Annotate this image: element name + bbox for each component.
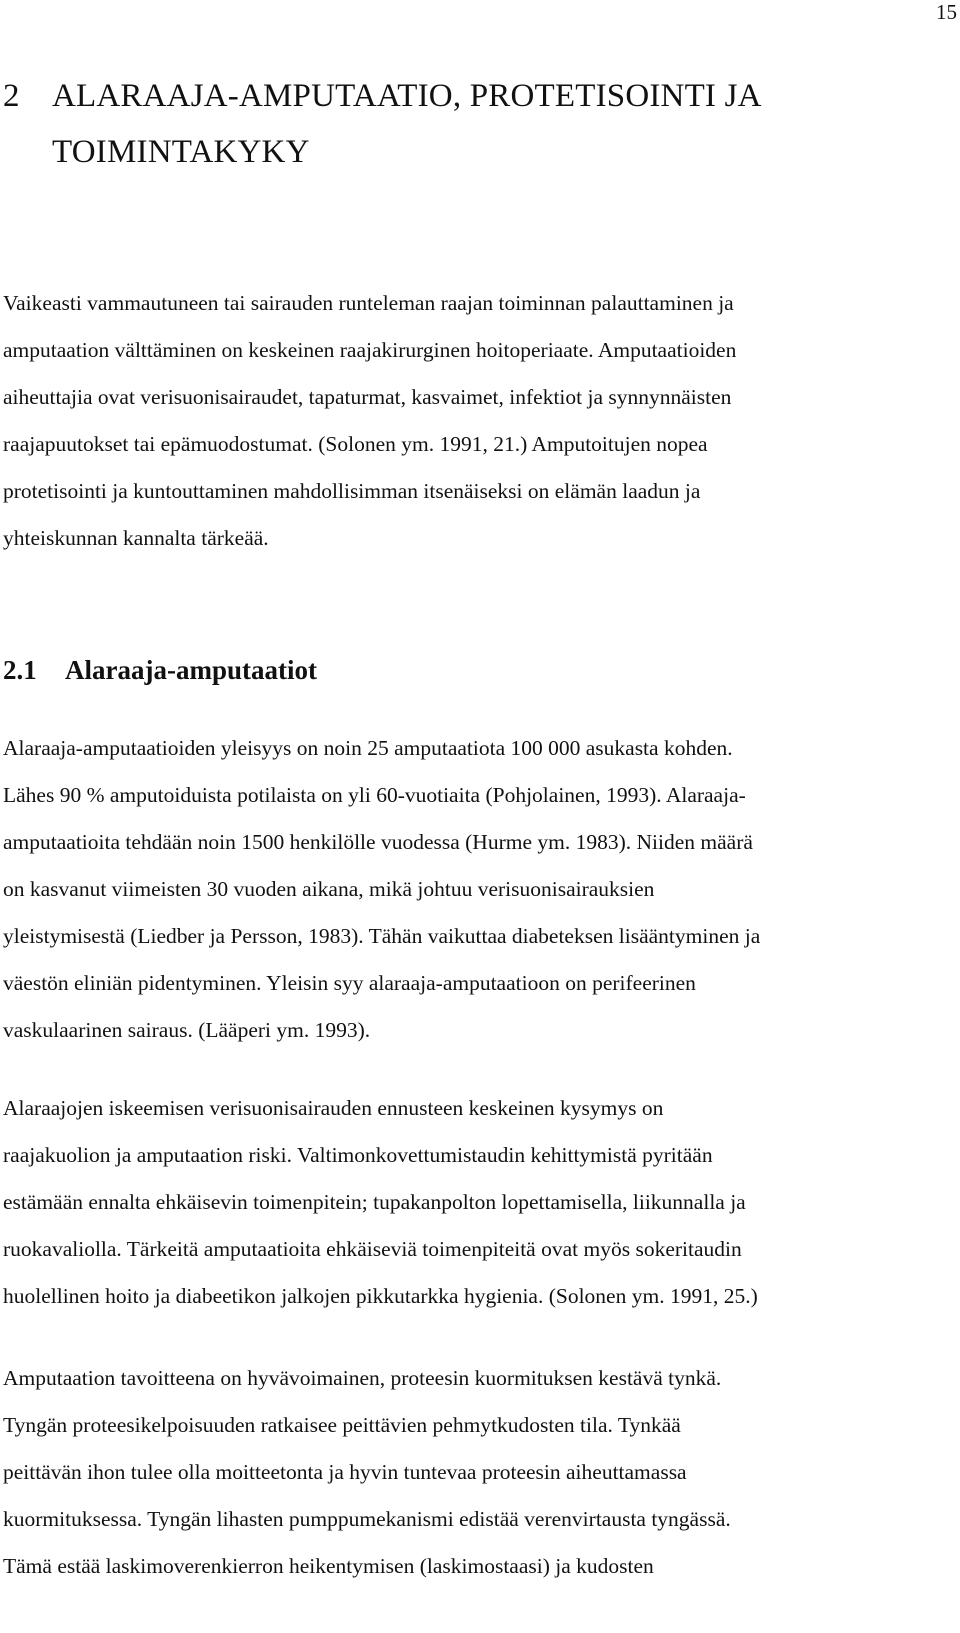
section-number: 2.1	[3, 655, 37, 685]
text-line: aiheuttajia ovat verisuonisairaudet, tapaturmat, kasvaimet, infektiot ja synnynnäisten	[3, 385, 732, 409]
text-line: yleistymisestä (Liedber ja Persson, 1983). Tähän vaikuttaa diabeteksen lisääntyminen ja	[3, 924, 761, 948]
text-line: protetisointi ja kuntouttaminen mahdollisimman itsenäiseksi on elämän laadun ja	[3, 479, 701, 503]
text-line: kuormituksessa. Tyngän lihasten pumppumekanismi edistää verenvirtausta tyngässä.	[3, 1507, 731, 1531]
text-line: Vaikeasti vammautuneen tai sairauden runteleman raajan toiminnan palauttaminen ja	[3, 291, 734, 315]
chapter-title	[52, 68, 852, 180]
chapter-title-line: TOIMINTAKYKY	[52, 134, 310, 170]
text-line: Alaraajojen iskeemisen verisuonisairauden ennusteen keskeinen kysymys on	[3, 1096, 664, 1120]
text-line: raajakuolion ja amputaation riski. Valtimonkovettumistaudin kehittymistä pyritään	[3, 1143, 713, 1167]
text-line: ruokavaliolla. Tärkeitä amputaatioita ehkäiseviä toimenpiteitä ovat myös sokeritaudin	[3, 1237, 742, 1261]
text-line: amputaation välttäminen on keskeinen raajakirurginen hoitoperiaate. Amputaatioiden	[3, 338, 737, 362]
page-number: 15	[936, 0, 957, 24]
text-line: yhteiskunnan kannalta tärkeää.	[3, 526, 269, 550]
text-line: on kasvanut viimeisten 30 vuoden aikana, mikä johtuu verisuonisairauksien	[3, 877, 655, 901]
text-line: Amputaation tavoitteena on hyvävoimainen, proteesin kuormituksen kestävä tynkä.	[3, 1366, 722, 1390]
text-line: amputaatioita tehdään noin 1500 henkilölle vuodessa (Hurme ym. 1983). Niiden määrä	[3, 830, 753, 854]
text-line: estämään ennalta ehkäisevin toimenpitein; tupakanpolton lopettamisella, liikunnalla ja	[3, 1190, 746, 1214]
paragraph-goal	[3, 1355, 933, 1590]
chapter-title-line: ALARAAJA-AMPUTAATIO, PROTETISOINTI JA	[52, 78, 762, 114]
paragraph-prevalence	[3, 725, 933, 1054]
section-title: Alaraaja-amputaatiot	[65, 655, 317, 685]
chapter-number: 2	[3, 78, 20, 114]
text-line: huolellinen hoito ja diabeetikon jalkojen pikkutarkka hygienia. (Solonen ym. 1991, 25.)	[3, 1284, 758, 1308]
section-heading	[3, 650, 317, 690]
text-line: peittävän ihon tulee olla moitteetonta ja hyvin tuntevaa proteesin aiheuttamassa	[3, 1460, 687, 1484]
text-line: Lähes 90 % amputoiduista potilaista on yli 60-vuotiaita (Pohjolainen, 1993). Alaraaja-	[3, 783, 746, 807]
paragraph-intro	[3, 280, 933, 562]
text-line: Tyngän proteesikelpoisuuden ratkaisee peittävien pehmytkudosten tila. Tynkää	[3, 1413, 681, 1437]
text-line: Alaraaja-amputaatioiden yleisyys on noin 25 amputaatiota 100 000 asukasta kohden.	[3, 736, 733, 760]
paragraph-prevention	[3, 1085, 933, 1320]
text-line: vaskulaarinen sairaus. (Lääperi ym. 1993).	[3, 1018, 371, 1042]
text-line: väestön eliniän pidentyminen. Yleisin syy alaraaja-amputaatioon on perifeerinen	[3, 971, 696, 995]
text-line: Tämä estää laskimoverenkierron heikentymisen (laskimostaasi) ja kudosten	[3, 1554, 654, 1578]
text-line: raajapuutokset tai epämuodostumat. (Solonen ym. 1991, 21.) Amputoitujen nopea	[3, 432, 708, 456]
